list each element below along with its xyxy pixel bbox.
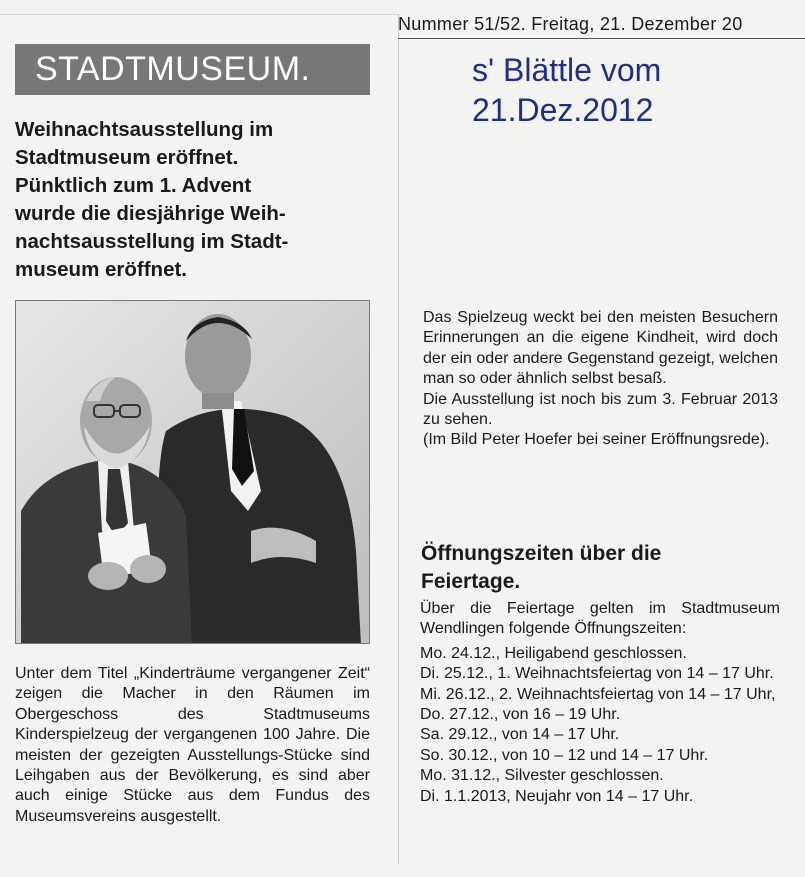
hours-row: Di. 1.1.2013, Neujahr von 14 – 17 Uhr. (420, 787, 694, 805)
annotation-line-1: s' Blättle vom (472, 52, 662, 88)
headline-line: wurde die diesjährige Weih- (15, 202, 286, 225)
article-paragraph: Die Ausstellung ist noch bis zum 3. Februar 2013 zu sehen. (423, 390, 778, 429)
issue-header: Nummer 51/52. Freitag, 21. Dezember 20 (398, 14, 805, 39)
hours-row: Di. 25.12., 1. Weihnachtsfeiertag von 14 – 17 Uhr. (420, 665, 774, 683)
article-photo (15, 300, 370, 644)
hours-row: Mo. 31.12., Silvester geschlossen. (420, 767, 664, 785)
headline-line: Pünktlich zum 1. Advent (15, 174, 252, 197)
handwritten-annotation (472, 50, 802, 130)
headline-line: nachtsausstellung im Stadt- (15, 230, 289, 253)
headline-line: museum eröffnet. (15, 258, 187, 281)
hours-row: Mi. 26.12., 2. Weihnachtsfeiertag von 14 – 17 Uhr, (420, 685, 776, 703)
section-title: STADTMUSEUM. (15, 44, 370, 95)
column-rule (398, 14, 399, 864)
hours-title-line: Öffnungszeiten über die (421, 542, 662, 565)
top-rule (0, 14, 398, 15)
hours-title-line: Feiertage. (421, 570, 521, 593)
article-paragraph: Das Spielzeug weckt bei den meisten Besuchern Erinnerungen an die eigene Kindheit, wird doch der ein oder andere Gegenstand gezeigt, welchen man so oder ähnlich selbst besaß. (423, 309, 778, 388)
article-paragraph: Unter dem Titel „Kinderträume vergangener Zeit“ zeigen die Macher in den Räumen im Obergeschoss des Stadtmuseums Kinderspielzeug der vergangenen 100 Jahre. Die meisten der gezeigten Ausstellungs-Stücke sind Leihgaben aus der Bevölkerung, es sind aber auch einige Stücke aus dem Fundus des Museumsvereins ausgestellt. (15, 665, 370, 825)
headline-line: Weihnachtsausstellung im (15, 118, 274, 141)
photo-caption: (Im Bild Peter Hoefer bei seiner Eröffnungsrede). (423, 431, 770, 449)
hours-row: So. 30.12., von 10 – 12 und 14 – 17 Uhr. (420, 746, 709, 764)
annotation-line-2: 21.Dez.2012 (472, 92, 654, 128)
hours-intro: Über die Feiertage gelten im Stadtmuseum Wendlingen folgende Öffnungszeiten: (420, 600, 780, 638)
hours-title (421, 540, 781, 596)
photo-illustration (16, 301, 370, 644)
hours-row: Do. 27.12., von 16 – 19 Uhr. (420, 706, 621, 724)
article-headline (15, 116, 375, 284)
article-body-left (15, 664, 370, 827)
opening-hours (420, 599, 780, 807)
hours-row: Sa. 29.12., von 14 – 17 Uhr. (420, 726, 620, 744)
headline-line: Stadtmuseum eröffnet. (15, 146, 239, 169)
hours-row: Mo. 24.12., Heiligabend geschlossen. (420, 644, 687, 662)
article-body-right (423, 308, 778, 451)
